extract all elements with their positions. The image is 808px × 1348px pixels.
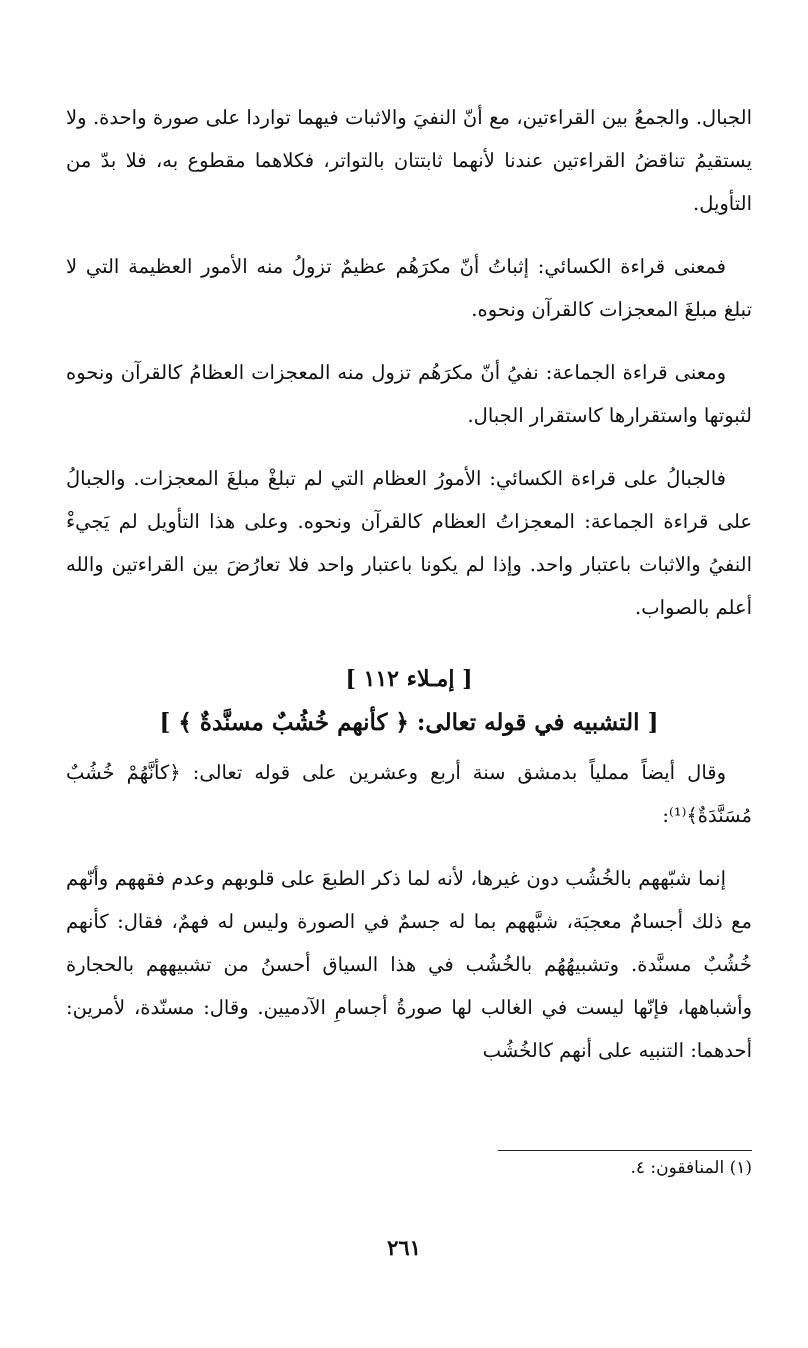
paragraph-1: الجبال. والجمعُ بين القراءتين، مع أنّ النفيَ والاثبات فيهما تواردا على صورة واحدة. ولا يستقيمُ تناقضُ القراءتين عندنا لأنهما ثابتتان بالتواتر، فكلاهما مقطوع به، فلا بدّ من التأويل.	[66, 106, 752, 215]
footnote: (١) المنافقون: ٤.	[630, 1158, 752, 1178]
paragraph-2: فمعنى قراءة الكسائي: إثباتُ أنّ مكرَهُم عظيمٌ تزولُ منه الأمور العظيمة التي لا تبلغ مبلغَ المعجزات كالقرآن ونحوه.	[66, 255, 752, 321]
page-body	[66, 96, 752, 1092]
section-heading	[66, 657, 752, 745]
paragraph-3: ومعنى قراءة الجماعة: نفيُ أنّ مكرَهُم تزول منه المعجزات العظامُ كالقرآن ونحوه لثبوتها واستقرارها كاستقرار الجبال.	[66, 361, 752, 427]
intro-paragraph: وقال أيضاً مملياً بدمشق سنة أربع وعشرين على قوله تعالى: ﴿كأنَّهُمْ خُشُبٌ مُسَنَّدَةٌ﴾⁽¹⁾:	[66, 761, 752, 827]
footnote-divider	[498, 1150, 752, 1151]
paragraph-4: فالجبالُ على قراءة الكسائي: الأمورُ العظام التي لم تبلغْ مبلغَ المعجزات. والجبالُ على قراءة الجماعة: المعجزاتُ العظام كالقرآن ونحوه. وعلى هذا التأويل لم يَجيءْ النفيُ والاثبات باعتبار واحد. وإذا لم يكونا باعتبار واحد فلا تعارُضَ بين القراءتين والله أعلم بالصواب.	[66, 467, 752, 619]
body-paragraph: إنما شبّههم بالخُشُب دون غيرها، لأنه لما ذكر الطبعَ على قلوبهم وعدم فقههم وأنّهم مع ذلك أجسامٌ معجبَة، شبَّههم بما له جسمٌ في الصورة وليس له فهمٌ، فقال: كأنهم خُشُبٌ مسنَّدة. وتشبيهُهُم بالخُشُب في هذا السياق أحسنُ من تشبيههم بالحجارة وأشباهها، فإنّها ليست في الغالب لها صورةُ أجسامِ الآدميين. وقال: مسنّدة، لأمرين: أحدهما: التنبيه على أنهم كالخُشُب	[66, 867, 752, 1062]
imla-heading: [ إمـلاء ١١٢ ]	[345, 666, 473, 692]
page-number: ٢٦١	[387, 1235, 421, 1260]
section-title: [ التشبيه في قوله تعالى: ﴿ كأنهم خُشُبٌ مسنَّدةٌ ﴾ ]	[159, 709, 659, 736]
